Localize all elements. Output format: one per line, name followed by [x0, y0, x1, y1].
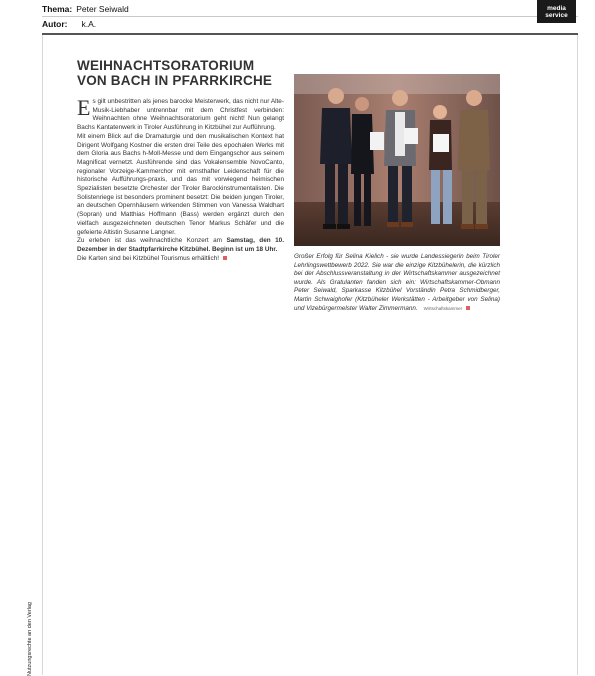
paragraph-3-text: Zu erleben ist das weihnachtliche Konzert am: [77, 237, 227, 245]
article-body: [77, 95, 284, 263]
header-divider: [42, 16, 578, 17]
thema-line: [42, 4, 129, 14]
paragraph-1-text: s gilt unbestritten als jenes barocke Meisterwerk, das nicht nur Alte-Musik-Liebhaber untrennbar mit dem Christfest verbinden: Weihnachten ohne Weihnachtsoratorium geht nicht! Nun gelangt Bachs Kantatenwerk in Tiroler Ausführung in Kitzbühel zur Aufführung.: [77, 98, 284, 132]
paragraph-1: [77, 95, 284, 133]
article-end-mark: [223, 256, 227, 260]
thema-value: Peter Seiwald: [76, 4, 129, 14]
caption-text: Großer Erfolg für Selina Kielich - sie wurde Landessiegerin beim Tiroler Lehrlingswettbewerb 2022. Sie war die einzige Kitzbühelerin, die kürzlich bei der Abschlussveranstaltung in der Wirtschaftskammer ausgezeichnet wurde. Als Gratulanten fanden sich ein: Wirtschaftskammer-Obmann Peter Seiwald, Sparkasse Kitzbühel Vorständin Petra Schmidberger, Martin Schwaighofer (Kitzbüheler Werkstätten - Arbeitgeber von Selina) und Vizebürgermelster Walter Zimmermann.: [294, 253, 500, 312]
photo-caption: [294, 253, 500, 313]
article-headline: [77, 59, 287, 88]
award-photo: [294, 74, 500, 246]
headline-line-2: VON BACH IN PFARRKIRCHE: [77, 72, 273, 88]
paragraph-3: [77, 237, 284, 254]
autor-label: Autor:: [42, 19, 68, 29]
media-service-logo: [537, 0, 576, 23]
caption-end-mark: [466, 306, 470, 310]
paragraph-2: Mit einem Blick auf die Dramaturgie und den musikalischen Kontext hat Dirigent Wolfgang Kostner die ersten drei Teile des epochalen Werks mit dem Gloria aus Bachs h-Moll-Messe und dem Eingangschor aus seinem Magnificat vernetzt. Ausführende sind das Vokalensemble NovoCanto, regionaler Vorzeige-Kammerchor mit ernsthafter Leidenschaft für die historische Aufführungs-praxis, und das mit vorwiegend heimischen Spezialisten besetzte Orchester der Tiroler Barockinstrumentalisten. Die Solistenriege ist besonders prominent besetzt: Die beiden jungen Tiroler, an deutschen Opernhäusern wirkenden Stimmen von Vanessa Waldhart (Sopran) und Matthias Hoffmann (Bass) werden ergänzt durch den vielfach ausgezeichneten deutschen Tenor Markus Schäfer und die gefeierte Altistin Susanne Langner.: [77, 132, 284, 236]
award-photo-image: [294, 74, 500, 246]
rights-note: Nutzungsrechte an den Verlag: [27, 602, 33, 676]
headline-line-1: WEIHNACHTSORATORIUM: [77, 58, 255, 73]
paragraph-4-text: Die Karten sind bei Kitzbühel Tourismus erhältlich!: [77, 254, 219, 262]
autor-line: [42, 19, 96, 29]
drop-cap: E: [77, 95, 91, 120]
logo-line-service: service: [545, 12, 568, 19]
autor-value: k.A.: [81, 19, 97, 29]
event-date: Samstag, den 10. Dezember in der Stadtpfarrkirche Kitzbühel. Beginn ist um 18 Uhr.: [77, 237, 284, 253]
paragraph-4: [77, 255, 284, 264]
logo-line-media: media: [547, 5, 566, 12]
photo-credit: Wirtschaftskammer: [423, 305, 463, 311]
thema-label: Thema:: [42, 4, 73, 14]
